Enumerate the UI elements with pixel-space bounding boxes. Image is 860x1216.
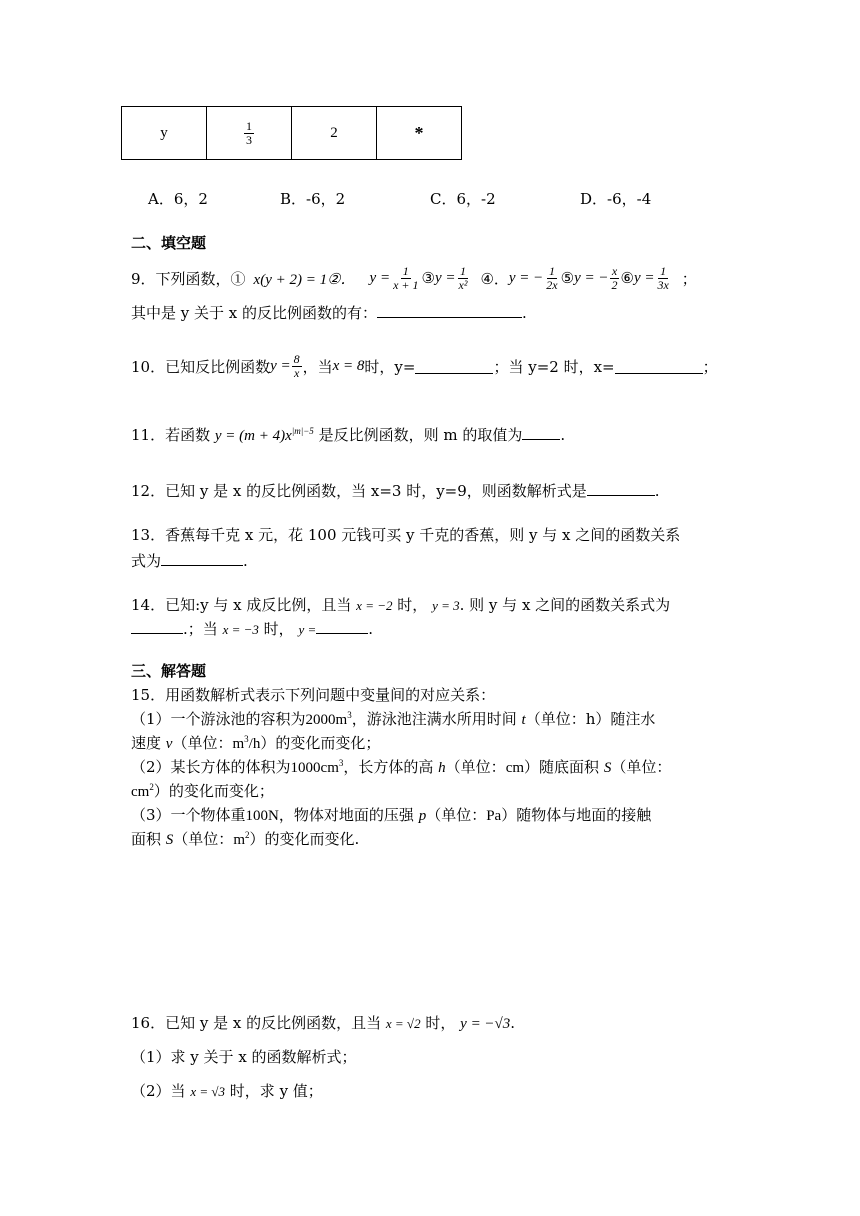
answer-blank[interactable] xyxy=(131,618,183,634)
answer-blank[interactable] xyxy=(587,480,655,496)
option-a: A．6，2 xyxy=(148,190,208,208)
option-b: B．-6，2 xyxy=(280,190,346,208)
section-solve: 三、解答题 xyxy=(131,662,207,680)
question-15-line2: （1）一个游泳池的容积为$2000m^3$，游泳池注满水所用时间 t（单位：h）随注水 xyxy=(131,710,656,728)
question-12: 12．已知 y 是 x 的反比例函数，当 x=3 时，y=9，则函数解析式是 . xyxy=(131,482,660,500)
question-14-line1: 14．已知:y 与 x 成反比例，且当 x = −2 时， y = 3. 则 y 与 x 之间的函数关系式为 xyxy=(131,596,671,614)
value-table xyxy=(121,106,462,160)
answer-blank[interactable] xyxy=(377,302,522,318)
question-13-line2: 式为 . xyxy=(131,552,248,570)
table-cell-2: 2 xyxy=(292,107,377,160)
question-16-line1: 16．已知 y 是 x 的反比例函数，且当 x = √2 时， y = −√3. xyxy=(131,1014,516,1032)
question-16-line2: （1）求 y 关于 x 的函数解析式； xyxy=(131,1048,357,1066)
question-16-line3: （2）当 x = √3 时，求 y 值； xyxy=(131,1082,323,1100)
question-10: 10．已知反比例函数 y = $\frac{8}{x}$ ，当 x = 8 时，y= ；当 y=2 时，x= ； xyxy=(131,351,718,380)
option-d: D．-6，-4 xyxy=(580,190,652,208)
question-15-line1: 15．用函数解析式表示下列问题中变量间的对应关系： xyxy=(131,686,496,704)
question-15-line7: 面积 S（单位：$m^2$）的变化而变化. xyxy=(131,830,360,848)
table-cell-y: y xyxy=(122,107,207,160)
question-15-line4: （2）某长方体的体积为$1000cm^3$，长方体的高 h（单位：cm）随底面积 S（单位： xyxy=(131,758,672,776)
question-13-line1: 13．香蕉每千克 x 元，花 100 元钱可买 y 千克的香蕉，则 y 与 x 之间的函数关系 xyxy=(131,526,681,544)
answer-blank[interactable] xyxy=(615,358,703,374)
question-15-line6: （3）一个物体重100N，物体对地面的压强 p（单位：Pa）随物体与地面的接触 xyxy=(131,806,652,824)
question-11: 11．若函数 $y = (m + 4)x^{|m|-5}$ 是反比例函数，则 m 的取值为 . xyxy=(131,426,566,444)
answer-blank[interactable] xyxy=(415,358,493,374)
answer-blank[interactable] xyxy=(161,550,243,566)
question-9-line1: 9．下列函数，① x(y + 2) = 1②． y = $\frac{1}{x + 1}$ ③ y = $\frac{1}{\text{x²}}$ ④． y = − $\frac{1}{2x}$ ⑤ y = − $\frac{x}{2}$ ⑥ y = $\frac{1}{3x}$ ； xyxy=(131,263,697,292)
question-14-line2: .；当 x = −3 时， y = . xyxy=(131,618,373,639)
question-9-line2: 其中是 y 关于 x 的反比例函数的有： . xyxy=(131,304,527,322)
question-15-line5: $cm^2$）的变化而变化； xyxy=(131,782,274,800)
table-cell-fraction: $\frac{1}{3}$ xyxy=(207,107,292,160)
section-fill-blank: 二、填空题 xyxy=(131,234,207,252)
table-cell-star: * xyxy=(377,107,462,160)
answer-blank[interactable] xyxy=(522,424,560,440)
answer-blank[interactable] xyxy=(316,618,368,634)
option-c: C．6，-2 xyxy=(430,190,496,208)
question-15-line3: 速度 v（单位：$m^3/h$）的变化而变化； xyxy=(131,734,381,752)
